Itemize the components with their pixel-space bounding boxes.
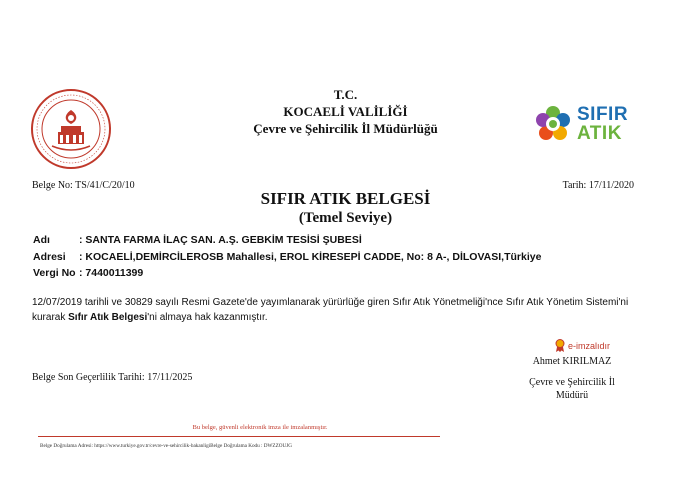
ministry-seal — [30, 88, 112, 170]
logo-word-atik: ATIK — [577, 123, 622, 144]
info-row-tax — [33, 266, 143, 280]
address-label: Adresi — [33, 251, 66, 263]
ribbon-icon — [555, 339, 565, 354]
address-value: : KOCAELİ,DEMİRCİLEROSB Mahallesi, EROL KİRESEPİ CADDE, No: 8 A-, DİLOVASI,Türkiye — [79, 251, 542, 263]
verification-address: Belge Doğrulama Adresi: https://www.turkiye.gov.tr/cevre-ve-sehircilik-bakanligiBelge Doğrulama Kodu : DWZZOUJG — [40, 443, 293, 449]
document-date: Tarih: 17/11/2020 — [562, 180, 634, 191]
recycle-flower-icon — [533, 104, 573, 144]
header-directorate: Çevre ve Şehircilik İl Müdürlüğü — [253, 121, 438, 136]
statement-bold: Sıfır Atık Belgesi — [68, 312, 148, 323]
e-signature-notice: Bu belge, güvenli elektronik imza ile imzalanmıştır. — [192, 424, 328, 431]
validity-date: Belge Son Geçerlilik Tarihi: 17/11/2025 — [32, 372, 193, 383]
footer-divider — [38, 436, 440, 437]
document-number: Belge No: TS/41/C/20/10 — [32, 180, 135, 191]
logo-word-sifir: SIFIR — [577, 104, 629, 125]
signer-name: Ahmet KIRILMAZ — [532, 356, 612, 367]
signer-title-2: Müdürü — [555, 390, 589, 401]
certificate-statement — [32, 295, 642, 325]
document-title: SIFIR ATIK BELGESİ — [260, 189, 431, 208]
statement-text-1: 12/07/2019 tarihli ve 30829 sayılı Resmi Gazete'de yayımlanarak yürürlüğe giren Sıfır Atık Yönetmeliği'nce Sıfır Atık Yönetim Sistemi'ni kurarak — [32, 297, 629, 323]
e-signature-label: e-imzalıdır — [568, 340, 611, 351]
info-row-address — [33, 250, 541, 264]
tax-value: : 7440011399 — [79, 267, 144, 279]
statement-text-2: 'ni almaya hak kazanmıştır. — [147, 312, 268, 323]
name-label: Adı — [33, 234, 50, 246]
header-tc: T.C. — [333, 87, 358, 102]
e-signature-badge — [555, 339, 610, 354]
document-subtitle: (Temel Seviye) — [298, 210, 393, 226]
sifir-atik-logo — [533, 100, 643, 148]
info-row-name — [33, 233, 362, 247]
tax-label: Vergi No — [33, 267, 76, 279]
header-governorship: KOCAELİ VALİLİĞİ — [283, 104, 408, 119]
signer-title-1: Çevre ve Şehircilik İl — [529, 377, 615, 388]
name-value: : SANTA FARMA İLAÇ SAN. A.Ş. GEBKİM TESİSİ ŞUBESİ — [79, 234, 362, 246]
